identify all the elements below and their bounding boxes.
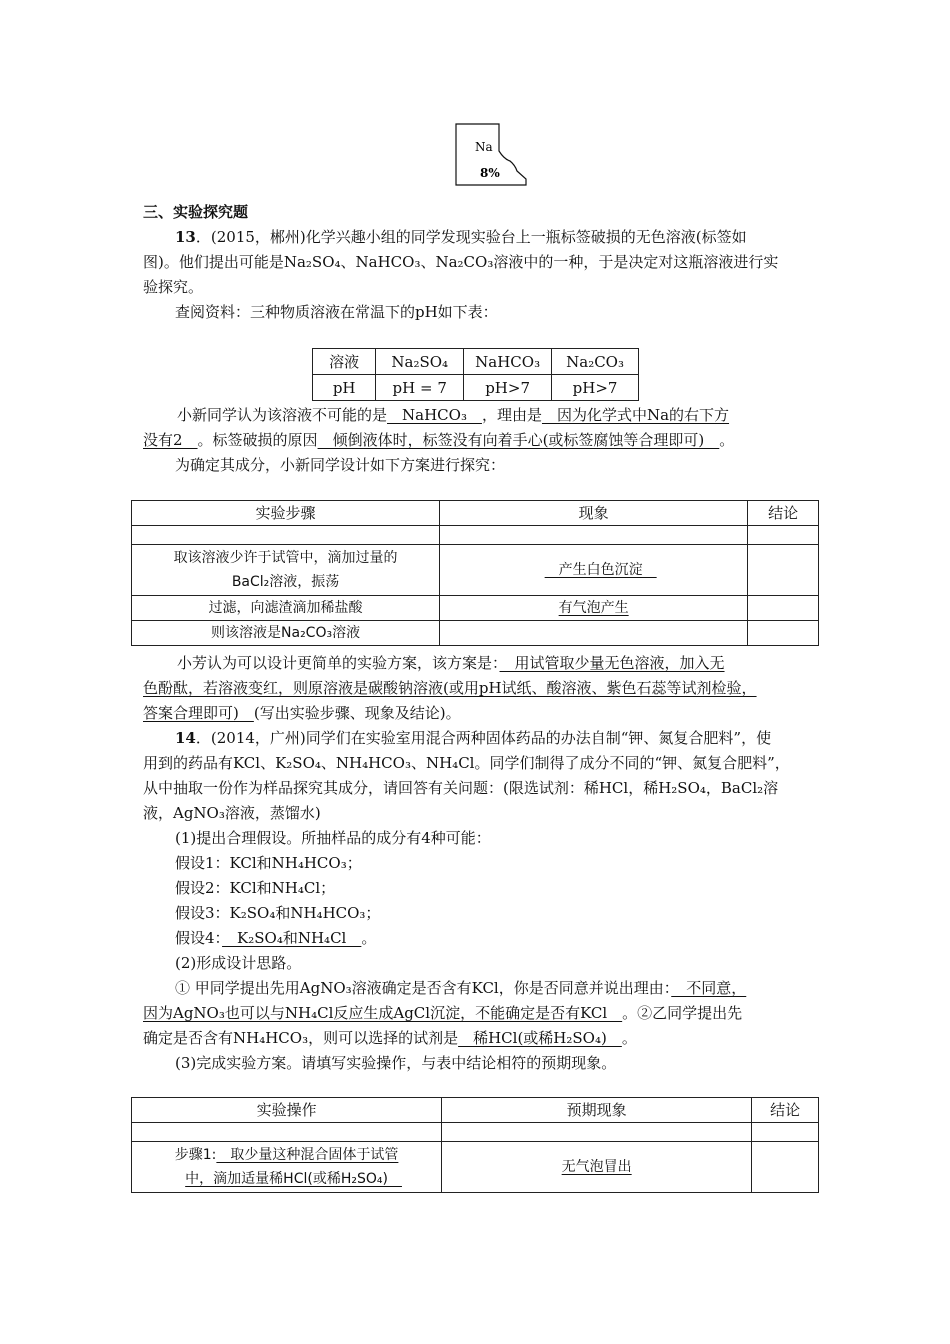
- answer-phenomenon-2: 有气泡产生: [558, 600, 629, 616]
- ph-header-cell: NaHCO₃: [464, 349, 552, 375]
- op-phenomenon-cell: [442, 1142, 752, 1193]
- answer-reason-part2: 没有2: [143, 431, 198, 449]
- answer-operation-2: 中，滴加适量稀HCl(或稀H₂SO₄): [185, 1171, 402, 1187]
- op-header-cell: 预期现象: [442, 1098, 752, 1123]
- exp-phenomenon-cell: [440, 545, 748, 596]
- ph-header-cell: Na₂SO₄: [376, 349, 464, 375]
- exp-step-cell: 则该溶液是Na₂CO₃溶液: [132, 621, 440, 646]
- op-conclusion-cell: [752, 1142, 819, 1193]
- answer-not-possible: NaHCO₃: [387, 406, 482, 424]
- q14-part2: (2)形成设计思路。: [175, 954, 302, 972]
- answer-reason-part1: 因为化学式中Na的右下方: [541, 406, 730, 424]
- label-percent-text: 8%: [480, 166, 500, 180]
- experiment-table-spacer: [132, 526, 819, 545]
- ph-table-row: [313, 375, 639, 401]
- q14-part3: (3)完成实验方案。请填写实验操作，与表中结论相符的预期现象。: [175, 1054, 617, 1072]
- torn-label-figure: [455, 123, 527, 186]
- part2-text-c: 确定是否含有NH₄HCO₃，则可以选择的试剂是: [143, 1029, 459, 1047]
- answer-phenomenon-1: 产生白色沉淀: [544, 562, 657, 578]
- xiaofang-text-a: 小芳认为可以设计更简单的实验方案，该方案是：: [177, 654, 500, 672]
- op-header-cell: 结论: [752, 1098, 819, 1123]
- q13-ref-line: 查阅资料：三种物质溶液在常温下的pH如下表：: [175, 303, 498, 321]
- operation-table-header: [132, 1098, 819, 1123]
- answer-expected-phenomenon: 无气泡冒出: [561, 1159, 632, 1175]
- q13-number: 13: [175, 228, 196, 246]
- answer-reagent: 稀HCl(或稀H₂SO₄): [458, 1029, 622, 1047]
- xiaoxin-text-d: 。: [719, 431, 735, 449]
- q14-part1: (1)提出合理假设。所抽样品的成分有4种可能：: [175, 829, 491, 847]
- q14-intro-line-1: [143, 726, 808, 751]
- q13-intro-line-2: 图)。他们提出可能是Na₂SO₄、NaHCO₃、Na₂CO₃溶液中的一种，于是决定对这瓶溶液进行实: [143, 253, 779, 271]
- q14-part2-line-2: [143, 1001, 808, 1026]
- xiaofang-line-2: [143, 676, 808, 701]
- xiaoxin-line-1: [143, 403, 808, 428]
- part2-text-b: 。②乙同学提出先: [622, 1004, 743, 1022]
- xiaoxin-text-b: ，理由是: [481, 406, 542, 424]
- experiment-table-row: [132, 621, 819, 646]
- exp-step-cell: 过滤，向滤渣滴加稀盐酸: [132, 596, 440, 621]
- op-step-line-1: [132, 1143, 441, 1167]
- ph-table: [312, 348, 639, 401]
- op-step-prefix: 步骤1:: [174, 1147, 217, 1163]
- xiaoxin-text-c: 。标签破损的原因: [197, 431, 318, 449]
- q14-intro-line-2: 用到的药品有KCl、K₂SO₄、NH₄HCO₃、NH₄Cl。同学们制得了成分不同的“钾、氮复合肥料”，: [143, 754, 790, 772]
- operation-table-row: [132, 1142, 819, 1193]
- exp-conclusion-cell: [748, 621, 819, 646]
- xiaofang-line-1: [143, 651, 808, 676]
- hyp4-prefix: 假设4：: [175, 929, 223, 947]
- op-step-line-2: [132, 1167, 441, 1191]
- q14-number: 14: [175, 729, 196, 747]
- answer-disagree-reason: 因为AgNO₃也可以与NH₄Cl反应生成AgCl沉淀，不能确定是否有KCl: [143, 1004, 623, 1022]
- ph-cell: pH: [313, 375, 376, 401]
- q14-intro-1: ．(2014，广州)同学们在实验室用混合两种固体药品的办法自制“钾、氮复合肥料”，使: [195, 729, 772, 747]
- experiment-table-header: [132, 501, 819, 526]
- part2-text-d: 。: [621, 1029, 637, 1047]
- label-na-text: Na: [475, 140, 493, 154]
- q14-intro-line-3: 从中抽取一份作为样品探究其成分，请回答有关问题：(限选试剂：稀HCl，稀H₂SO₄，BaCl₂溶: [143, 779, 779, 797]
- ph-cell: pH = 7: [376, 375, 464, 401]
- answer-simple-plan-2: 色酚酞，若溶液变红，则原溶液是碳酸钠溶液(或用pH试纸、酸溶液、紫色石蕊等试剂检验，: [143, 679, 757, 697]
- ph-table-header: [313, 349, 639, 375]
- hyp4-suffix: 。: [361, 929, 377, 947]
- exp-step-line-1: 取该溶液少许于试管中，滴加过量的: [173, 550, 398, 566]
- exp-phenomenon-cell: [440, 596, 748, 621]
- answer-simple-plan-3: 答案合理即可): [143, 704, 254, 722]
- hypothesis-3: 假设3：K₂SO₄和NH₄HCO₃；: [175, 904, 381, 922]
- exp-header-cell: 实验步骤: [132, 501, 440, 526]
- q14-part2-line-1: [143, 976, 808, 1001]
- hypothesis-1: 假设1：KCl和NH₄HCO₃；: [175, 854, 362, 872]
- exp-step-cell: [132, 545, 440, 596]
- q13-intro-1: ．(2015，郴州)化学兴趣小组的同学发现实验台上一瓶标签破损的无色溶液(标签如: [195, 228, 747, 246]
- exp-conclusion-cell: [748, 596, 819, 621]
- ph-header-cell: Na₂CO₃: [552, 349, 639, 375]
- hypothesis-2: 假设2：KCl和NH₄Cl；: [175, 879, 336, 897]
- part2-text-a: ① 甲同学提出先用AgNO₃溶液确定是否含有KCl，你是否同意并说出理由：: [175, 979, 672, 997]
- ph-cell: pH>7: [552, 375, 639, 401]
- ph-cell: pH>7: [464, 375, 552, 401]
- xiaoxin-line-2: [143, 428, 808, 453]
- exp-conclusion-cell: [748, 545, 819, 596]
- operation-table: [131, 1097, 819, 1193]
- q14-part2-line-3: [143, 1026, 808, 1051]
- exp-step-line-2: BaCl₂溶液，振荡: [231, 574, 340, 590]
- exp-phenomenon-cell: [440, 621, 748, 646]
- experiment-table: [131, 500, 819, 646]
- answer-operation-1: 取少量这种混合固体于试管: [216, 1147, 399, 1163]
- experiment-table-row: [132, 596, 819, 621]
- q13-intro-line-1: [143, 225, 808, 250]
- operation-table-spacer: [132, 1123, 819, 1142]
- plan-line: 为确定其成分，小新同学设计如下方案进行探究：: [175, 456, 506, 474]
- section-title: 三、实验探究题: [143, 203, 249, 221]
- ph-header-cell: 溶液: [313, 349, 376, 375]
- xiaofang-text-b: (写出实验步骤、现象及结论)。: [253, 704, 461, 722]
- q13-intro-line-3: 验探究。: [143, 278, 204, 296]
- xiaofang-line-3: [143, 701, 808, 726]
- answer-damage-cause: 倾倒液体时，标签没有向着手心(或标签腐蚀等合理即可): [317, 431, 720, 449]
- experiment-table-row: [132, 545, 819, 596]
- q14-intro-line-4: 液，AgNO₃溶液，蒸馏水): [143, 804, 321, 822]
- answer-hypothesis-4: K₂SO₄和NH₄Cl: [222, 929, 362, 947]
- exp-header-cell: 现象: [440, 501, 748, 526]
- xiaoxin-text-a: 小新同学认为该溶液不可能的是: [177, 406, 388, 424]
- hypothesis-4: [143, 926, 808, 951]
- op-header-cell: 实验操作: [132, 1098, 442, 1123]
- answer-disagree: 不同意，: [671, 979, 747, 997]
- answer-simple-plan-1: 用试管取少量无色溶液，加入无: [499, 654, 725, 672]
- exp-header-cell: 结论: [748, 501, 819, 526]
- op-step-cell: [132, 1142, 442, 1193]
